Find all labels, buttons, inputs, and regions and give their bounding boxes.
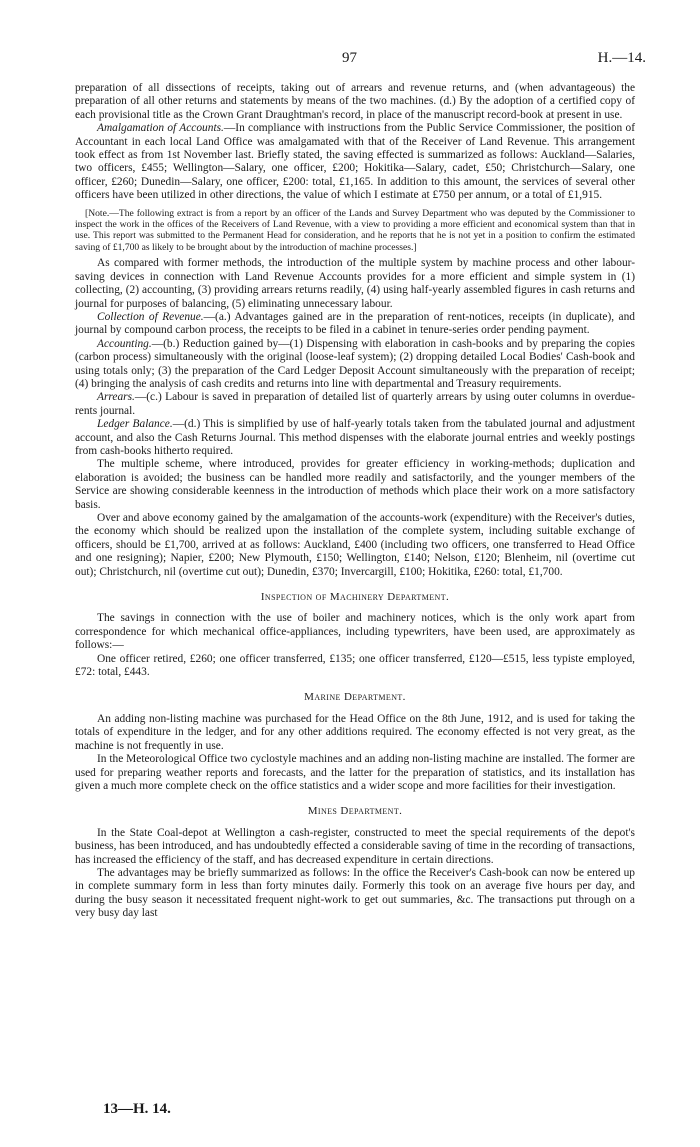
paragraph-collection — [75, 311, 635, 338]
paragraph-text: —(d.) This is simplified by use of half-yearly totals taken from the tabulated journal and adjustment account, and also the Cash Returns Journal. This method dispenses with the elaborate journal entries and weekly postings from cash-books hitherto required. — [75, 418, 635, 457]
paragraph-arrears — [75, 391, 635, 418]
paragraph-text: —(b.) Reduction gained by—(1) Dispensing with elaboration in cash-books and by preparing the copies (carbon process) simultaneously with the original (loose-leaf system); (2) dropping detailed Local Bodies' Cash-book and using totals only; (3) the preparation of the Card Ledger Deposit Account simultaneously with the preparation of receipt; (4) bringing the analysis of cash credits and returns into line with departmental and Treasury requirements. — [75, 337, 635, 390]
paragraph-economy: Over and above economy gained by the amalgamation of the accounts-work (expenditure) with the Receiver's duties, the economy which should be realized upon the installation of the complete system, including suitable exchange of officers, should be £1,700, arrived at as follows: Auckland, £400 (including two officers, one transferred to Head Office and one resigning); Napier, £200; New Plymouth, £150; Wellington, £140; Nelson, £120; Blenheim, nil (overtime cut out); Christchurch, nil (overtime cut out); Dunedin, £370; Invercargill, £100; Hokitika, £260: total, £1,700. — [75, 512, 635, 578]
run-in-heading: Collection of Revenue. — [97, 310, 204, 323]
paragraph-multiple-system: As compared with former methods, the introduction of the multiple system by machine process and other labour-saving devices in connection with Land Revenue Accounts provides for a more efficient and simple system in (1) collecting, (2) accounting, (3) providing arrears returns readily, (4) using half-yearly assembled figures in cash returns and journal for purposes of balancing, (5) eliminating unnecessary labour. — [75, 257, 635, 310]
paragraph-amalgamation — [75, 122, 635, 202]
run-in-heading: Accounting. — [97, 337, 152, 350]
paragraph-machinery-totals: One officer retired, £260; one officer transferred, £135; one officer transferred, £120—£515, less typiste employed, £72: total, £443. — [75, 652, 635, 679]
paragraph-mines-advantages: The advantages may be briefly summarized as follows: In the office the Receiver's Cash-book can now be entered up in complete summary form in less than forty minutes daily. Formerly this took on an average five hours per day, and during the busy season it necessitated frequent night-work to get out summaries, &c. The transactions put through on a very busy day last — [75, 866, 635, 920]
page-signature: 13—H. 14. — [103, 1101, 171, 1117]
paragraph-continuation: preparation of all dissections of receipts, taking out of arrears and revenue returns, and (when advantageous) the preparation of all other returns and statements by means of the two machines. (d.) By the adoption of a certified copy of each provisional title as the Crown Grant Draughtman's record, in place of the manuscript record-book at present in use. — [75, 82, 635, 121]
paragraph-text: —(c.) Labour is saved in preparation of detailed list of quarterly arrears by using outer columns in overdue-rents journal. — [75, 391, 635, 417]
section-heading-marine: Marine Department. — [304, 691, 406, 704]
paragraph-marine-meteorological: In the Meteorological Office two cyclostyle machines and an adding non-listing machine are installed. The former are used for preparing weather reports and forecasts, and the latter for the preparation of statistics, and its installation has given a much more complete check on the office statistics and a wider scope and more facilities for their investigation. — [75, 753, 635, 792]
run-in-heading: Arrears. — [97, 391, 135, 404]
document-reference: H.—14. — [597, 50, 646, 66]
paragraph-marine-adding-machine: An adding non-listing machine was purchased for the Head Office on the 8th June, 1912, and is used for taking the totals of expenditure in the ledger, and for any other additions required. The economy effected is not very great, as the machine is not frequently in use. — [75, 712, 635, 752]
paragraph-mines-cash-register: In the State Coal-depot at Wellington a cash-register, constructed to meet the special requirements of the depot's business, has been introduced, and has undoubtedly effected a considerable saving of time in the recording of transactions, has increased the efficiency of the staff, and has decreased expenditure in certain directions. — [75, 826, 635, 866]
paragraph-text: —In compliance with instructions from the Public Service Commissioner, the position of Accountant in each local Land Office was amalgamated with that of the Receiver of Land Revenue. This arrangement took effect as from 1st November last. Briefly stated, the saving effected is summarized as follows: Auckland—Salaries, two officers, £455; Wellington—Salary, one officer, £200; Hokitika—Salary, cadet, £50; Christchurch—Salary, one officer, £260; Dunedin—Salary, one officer, £200: total, £1,165. In addition to this amount, the services of several other officers have been utilized in other directions, the value of which I estimate at £750 per annum, or a total of £1,915. — [75, 122, 635, 202]
paragraph-machinery-savings: The savings in connection with the use of boiler and machinery notices, which is the only work apart from correspondence for which mechanical office-appliances, including typewriters, have been used, are approximately as follows:— — [75, 612, 635, 652]
paragraph-ledger-balance — [75, 418, 635, 458]
paragraph-multiple-scheme: The multiple scheme, where introduced, provides for greater efficiency in working-methods; duplication and elaboration is avoided; the business can be handled more readily and satisfactorily, and the younger members of the Service are showing considerable keenness in the introduction of methods which place their work on a more satisfactory basis. — [75, 458, 635, 511]
paragraph-accounting — [75, 338, 635, 392]
paragraph-text: —(a.) Advantages gained are in the preparation of rent-notices, receipts (in duplicate), and journal by compound carbon process, the receipts to be filed in a cabinet in tenure-series order pending payment. — [75, 310, 635, 337]
editorial-note: [Note.—The following extract is from a report by an officer of the Lands and Survey Department who was deputed by the Commissioner to inspect the work in the offices of the Receivers of Land Revenue, with a view to providing a more efficient and economical system than that in use. This report was submitted to the Permanent Head for consideration, and he reports that he is not yet in a position to confirm the estimated saving of £1,700 as likely to be brought about by the introduction of machine processes.] — [75, 207, 635, 253]
run-in-heading: Amalgamation of Accounts. — [97, 122, 224, 135]
page-number: 97 — [342, 50, 357, 66]
section-heading-mines: Mines Department. — [307, 805, 403, 818]
document-body — [75, 82, 635, 921]
section-heading-machinery: Inspection of Machinery Department. — [260, 591, 450, 604]
run-in-heading: Ledger Balance. — [97, 418, 173, 431]
